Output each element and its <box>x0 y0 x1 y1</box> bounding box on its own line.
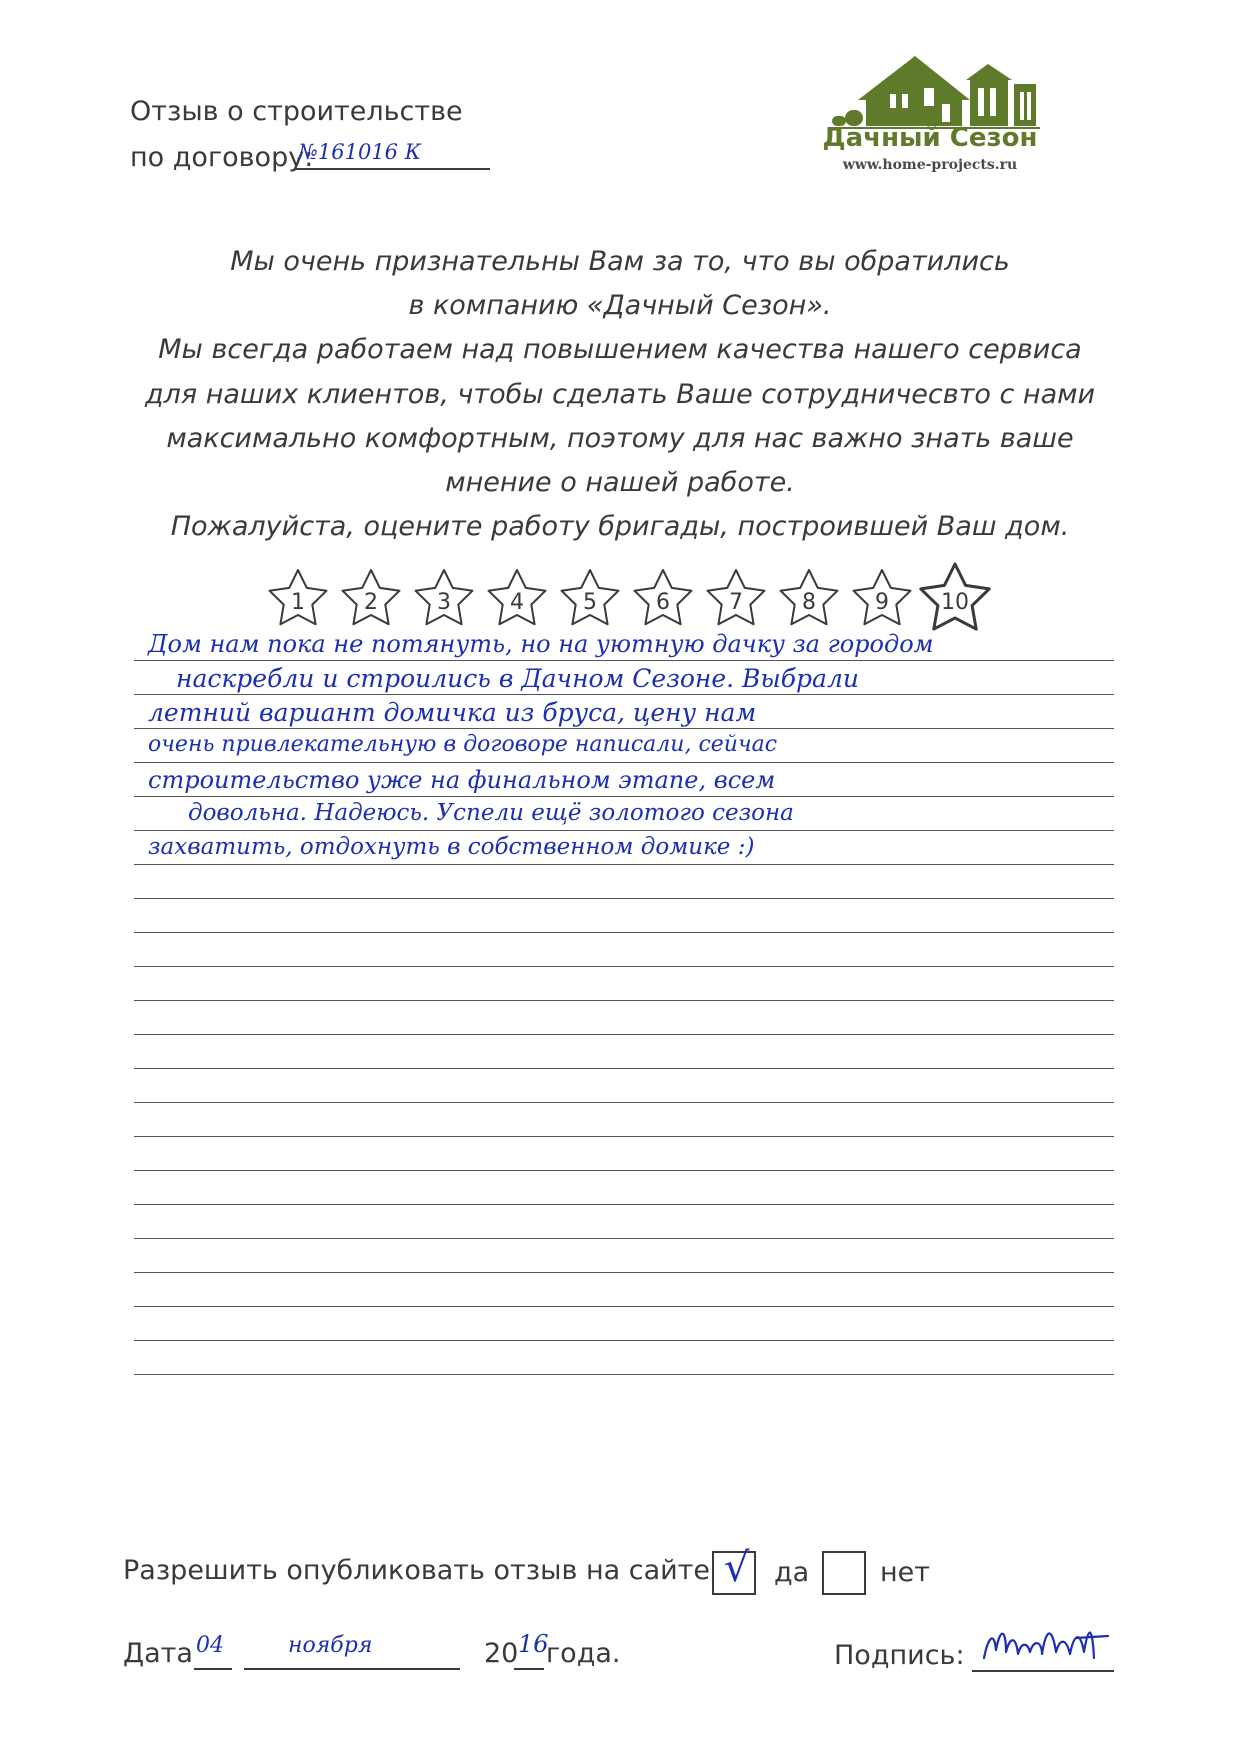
star-number: 4 <box>510 590 524 615</box>
star-1[interactable] <box>270 570 327 624</box>
intro-line: в компанию «Дачный Сезон». <box>408 290 832 322</box>
date-month-handwritten: ноября <box>288 1633 373 1658</box>
intro-line: мнение о нашей работе. <box>445 467 795 499</box>
publish-no-label: нет <box>880 1557 930 1588</box>
star-rating <box>260 556 1000 640</box>
review-line: Дом нам пока не потянуть, но на уютную дачку за городом <box>148 630 934 658</box>
ruled-line <box>134 830 1114 831</box>
ruled-line <box>134 762 1114 763</box>
review-line: наскребли и строились в Дачном Сезоне. Выбрали <box>176 664 859 693</box>
intro-text <box>120 240 1120 549</box>
star-8[interactable] <box>781 570 838 624</box>
company-url: www.home-projects.ru <box>842 157 1018 173</box>
yes-checkmark: √ <box>724 1545 750 1591</box>
ruled-line <box>134 1340 1114 1341</box>
star-number: 6 <box>656 590 670 615</box>
intro-line: Мы очень признательны Вам за то, что вы обратились <box>230 246 1010 277</box>
star-9[interactable] <box>854 570 911 624</box>
ruled-line <box>134 1000 1114 1001</box>
ruled-line <box>134 1306 1114 1307</box>
star-7[interactable] <box>708 570 765 624</box>
signature-line <box>972 1670 1114 1672</box>
ruled-line <box>134 1034 1114 1035</box>
contract-label: по договору: <box>130 142 314 173</box>
ruled-line <box>134 1170 1114 1171</box>
ruled-line <box>134 966 1114 967</box>
review-line: очень привлекательную в договоре написали, сейчас <box>148 732 778 757</box>
signature-handwritten <box>976 1608 1116 1668</box>
signature-label: Подпись: <box>834 1640 965 1671</box>
ruled-line <box>134 694 1114 695</box>
date-year-line <box>514 1668 544 1670</box>
ruled-line <box>134 1136 1114 1137</box>
ruled-line <box>134 1374 1114 1375</box>
ruled-line <box>134 864 1114 865</box>
date-day-handwritten: 04 <box>196 1633 224 1658</box>
star-number: 8 <box>802 590 816 615</box>
star-5[interactable] <box>562 570 619 624</box>
ruled-line <box>134 932 1114 933</box>
ruled-line <box>134 898 1114 899</box>
star-4[interactable] <box>489 570 546 624</box>
intro-line: максимально комфортным, поэтому для нас важно знать ваше <box>166 422 1074 454</box>
star-number: 3 <box>437 590 451 615</box>
publish-consent-label: Разрешить опубликовать отзыв на сайте <box>123 1555 710 1586</box>
ruled-line <box>134 1102 1114 1103</box>
review-line: довольна. Надеюсь. Успели ещё золотого сезона <box>188 800 794 826</box>
date-day-line <box>194 1668 232 1670</box>
star-number: 2 <box>364 590 378 615</box>
date-year-prefix: 20 <box>484 1638 519 1669</box>
ruled-line <box>134 1068 1114 1069</box>
review-line: захватить, отдохнуть в собственном домике :) <box>148 834 755 860</box>
date-year-word: года. <box>546 1638 621 1669</box>
company-name: Дачный Сезон <box>822 123 1038 153</box>
star-3[interactable] <box>416 570 473 624</box>
date-month-line <box>244 1668 460 1670</box>
review-line: летний вариант домичка из бруса, цену нам <box>148 698 757 727</box>
intro-line: Мы всегда работаем над повышением качества нашего сервиса <box>158 334 1082 366</box>
star-2[interactable] <box>343 570 400 624</box>
ruled-line <box>134 1272 1114 1273</box>
ruled-line <box>134 728 1114 729</box>
contract-number-handwritten: №161016 К <box>298 140 421 164</box>
ruled-line <box>134 1238 1114 1239</box>
ruled-line <box>134 1204 1114 1205</box>
publish-yes-label: да <box>774 1557 810 1588</box>
star-number: 5 <box>583 590 597 615</box>
star-number: 7 <box>729 590 743 615</box>
star-10[interactable] <box>921 564 989 629</box>
date-label: Дата <box>123 1638 193 1669</box>
date-year-handwritten: 16 <box>518 1630 549 1658</box>
publish-no-checkbox[interactable] <box>822 1551 866 1595</box>
review-line: строительство уже на финальном этапе, всем <box>148 766 776 794</box>
form-title: Отзыв о строительстве <box>130 96 463 127</box>
star-number: 1 <box>291 590 305 615</box>
contract-number-line <box>294 168 490 170</box>
intro-line: для наших клиентов, чтобы сделать Ваше сотрудничесвто с нами <box>144 378 1096 410</box>
intro-line: Пожалуйста, оцените работу бригады, построившей Ваш дом. <box>170 511 1070 543</box>
star-6[interactable] <box>635 570 692 624</box>
star-number: 9 <box>875 590 889 615</box>
ruled-line <box>134 660 1114 661</box>
star-number: 10 <box>941 590 969 615</box>
ruled-line <box>134 796 1114 797</box>
